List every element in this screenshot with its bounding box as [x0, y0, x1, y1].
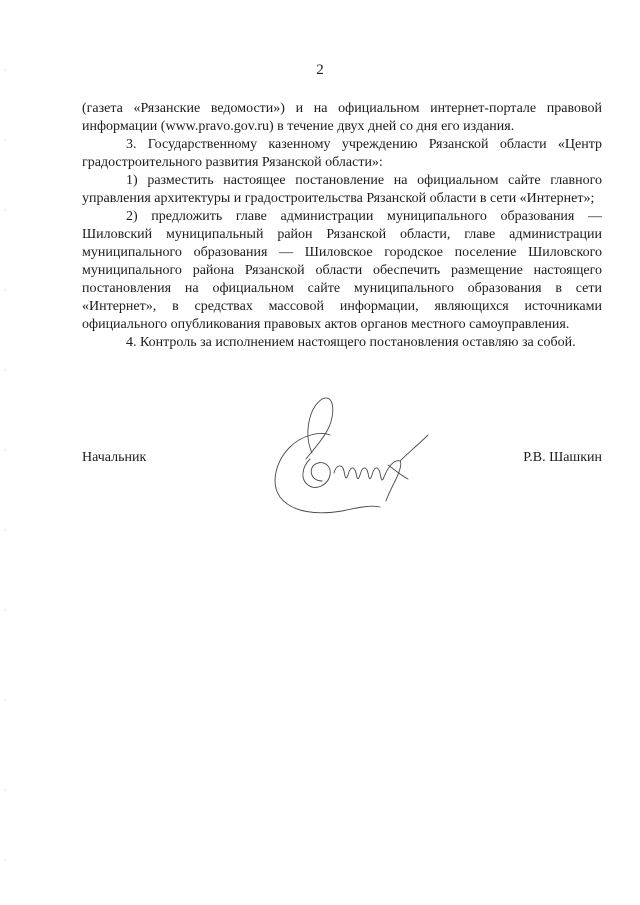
paragraph-subitem-2: 2) предложить главе администрации муниципального образования — Шиловский муниципальный район Рязанской области, главе администрации муниципального образования — Шиловское городское поселение Шиловского муниципального района Рязанской области обеспечить размещение настоящего постановления на официальном сайте муниципального образования в сети «Интернет», в средствах массовой информации, являющихся источниками официального опубликования правовых актов органов местного самоуправления.	[82, 209, 602, 332]
scan-edge-marks	[3, 0, 7, 905]
paragraph-continuation: (газета «Рязанские ведомости») и на официальном интернет-портале правовой информации (www.pravo.gov.ru) в течение двух дней со дня его издания.	[82, 101, 602, 134]
document-body	[82, 100, 602, 352]
page-number: 2	[316, 62, 324, 78]
paragraph-item-4: 4. Контроль за исполнением настоящего постановления оставляю за собой.	[126, 335, 576, 350]
signatory-name: Р.В. Шашкин	[523, 450, 602, 465]
paragraph-subitem-1: 1) разместить настоящее постановление на официальном сайте главного управления архитектуры и градостроительства Рязанской области в сети «Интернет»;	[82, 173, 602, 206]
signatory-position: Начальник	[82, 450, 147, 465]
signature-block	[82, 450, 602, 470]
paragraph-item-3: 3. Государственному казенному учреждению Рязанской области «Центр градостроительного развития Рязанской области»:	[82, 137, 602, 170]
